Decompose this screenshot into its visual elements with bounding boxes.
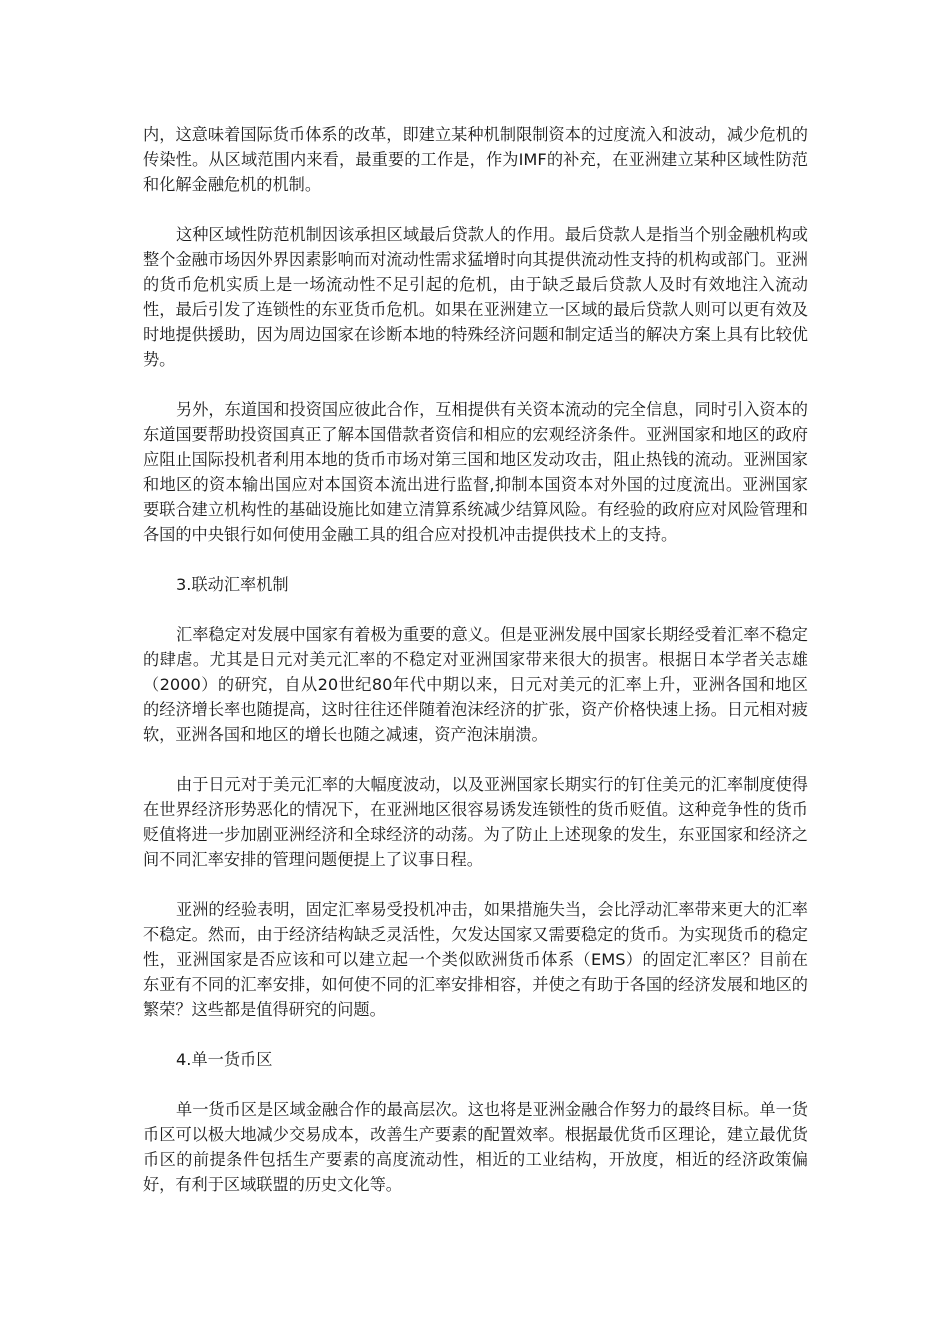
section-heading: 4.单一货币区 [176,1050,273,1069]
paragraph: 汇率稳定对发展中国家有着极为重要的意义。但是亚洲发展中国家长期经受着汇率不稳定的肆虐。尤其是日元对美元汇率的不稳定对亚洲国家带来很大的损害。根据日本学者关志雄（2000）的研究，自从20世纪80年代中期以来，日元对美元的汇率上升，亚洲各国和地区的经济增长率也随提高，这时往往还伴随着泡沫经济的扩张，资产价格快速上扬。日元相对疲软，亚洲各国和地区的增长也随之减速，资产泡沫崩溃。 [143,625,808,744]
paragraph: 内，这意味着国际货币体系的改革，即建立某种机制限制资本的过度流入和波动，减少危机的传染性。从区域范围内来看，最重要的工作是，作为IMF的补充，在亚洲建立某种区域性防范和化解金融危机的机制。 [143,125,808,194]
paragraph: 另外，东道国和投资国应彼此合作，互相提供有关资本流动的完全信息，同时引入资本的东道国要帮助投资国真正了解本国借款者资信和相应的宏观经济条件。亚洲国家和地区的政府应阻止国际投机者利用本地的货币市场对第三国和地区发动攻击，阻止热钱的流动。亚洲国家和地区的资本输出国应对本国资本流出进行监督,抑制本国资本对外国的过度流出。亚洲国家要联合建立机构性的基础设施比如建立清算系统减少结算风险。有经验的政府应对风险管理和各国的中央银行如何使用金融工具的组合应对投机冲击提供技术上的支持。 [143,400,808,544]
paragraph: 这种区域性防范机制因该承担区域最后贷款人的作用。最后贷款人是指当个别金融机构或整个金融市场因外界因素影响而对流动性需求猛增时向其提供流动性支持的机构或部门。亚洲的货币危机实质上是一场流动性不足引起的危机，由于缺乏最后贷款人及时有效地注入流动性，最后引发了连锁性的东亚货币危机。如果在亚洲建立一区域的最后贷款人则可以更有效及时地提供援助，因为周边国家在诊断本地的特殊经济问题和制定适当的解决方案上具有比较优势。 [143,225,808,369]
paragraph: 单一货币区是区域金融合作的最高层次。这也将是亚洲金融合作努力的最终目标。单一货币区可以极大地减少交易成本，改善生产要素的配置效率。根据最优货币区理论，建立最优货币区的前提条件包括生产要素的高度流动性，相近的工业结构，开放度，相近的经济政策偏好，有利于区域联盟的历史文化等。 [143,1100,808,1194]
section-heading: 3.联动汇率机制 [176,575,289,594]
paragraph: 亚洲的经验表明，固定汇率易受投机冲击，如果措施失当，会比浮动汇率带来更大的汇率不稳定。然而，由于经济结构缺乏灵活性，欠发达国家又需要稳定的货币。为实现货币的稳定性，亚洲国家是否应该和可以建立起一个类似欧洲货币体系（EMS）的固定汇率区？目前在东亚有不同的汇率安排，如何使不同的汇率安排相容，并使之有助于各国的经济发展和地区的繁荣？这些都是值得研究的问题。 [143,900,808,1019]
paragraph: 由于日元对于美元汇率的大幅度波动，以及亚洲国家长期实行的钉住美元的汇率制度使得在世界经济形势恶化的情况下，在亚洲地区很容易诱发连锁性的货币贬值。这种竞争性的货币贬值将进一步加剧亚洲经济和全球经济的动荡。为了防止上述现象的发生，东亚国家和经济之间不同汇率安排的管理问题便提上了议事日程。 [143,775,808,869]
document-body [143,122,808,1222]
